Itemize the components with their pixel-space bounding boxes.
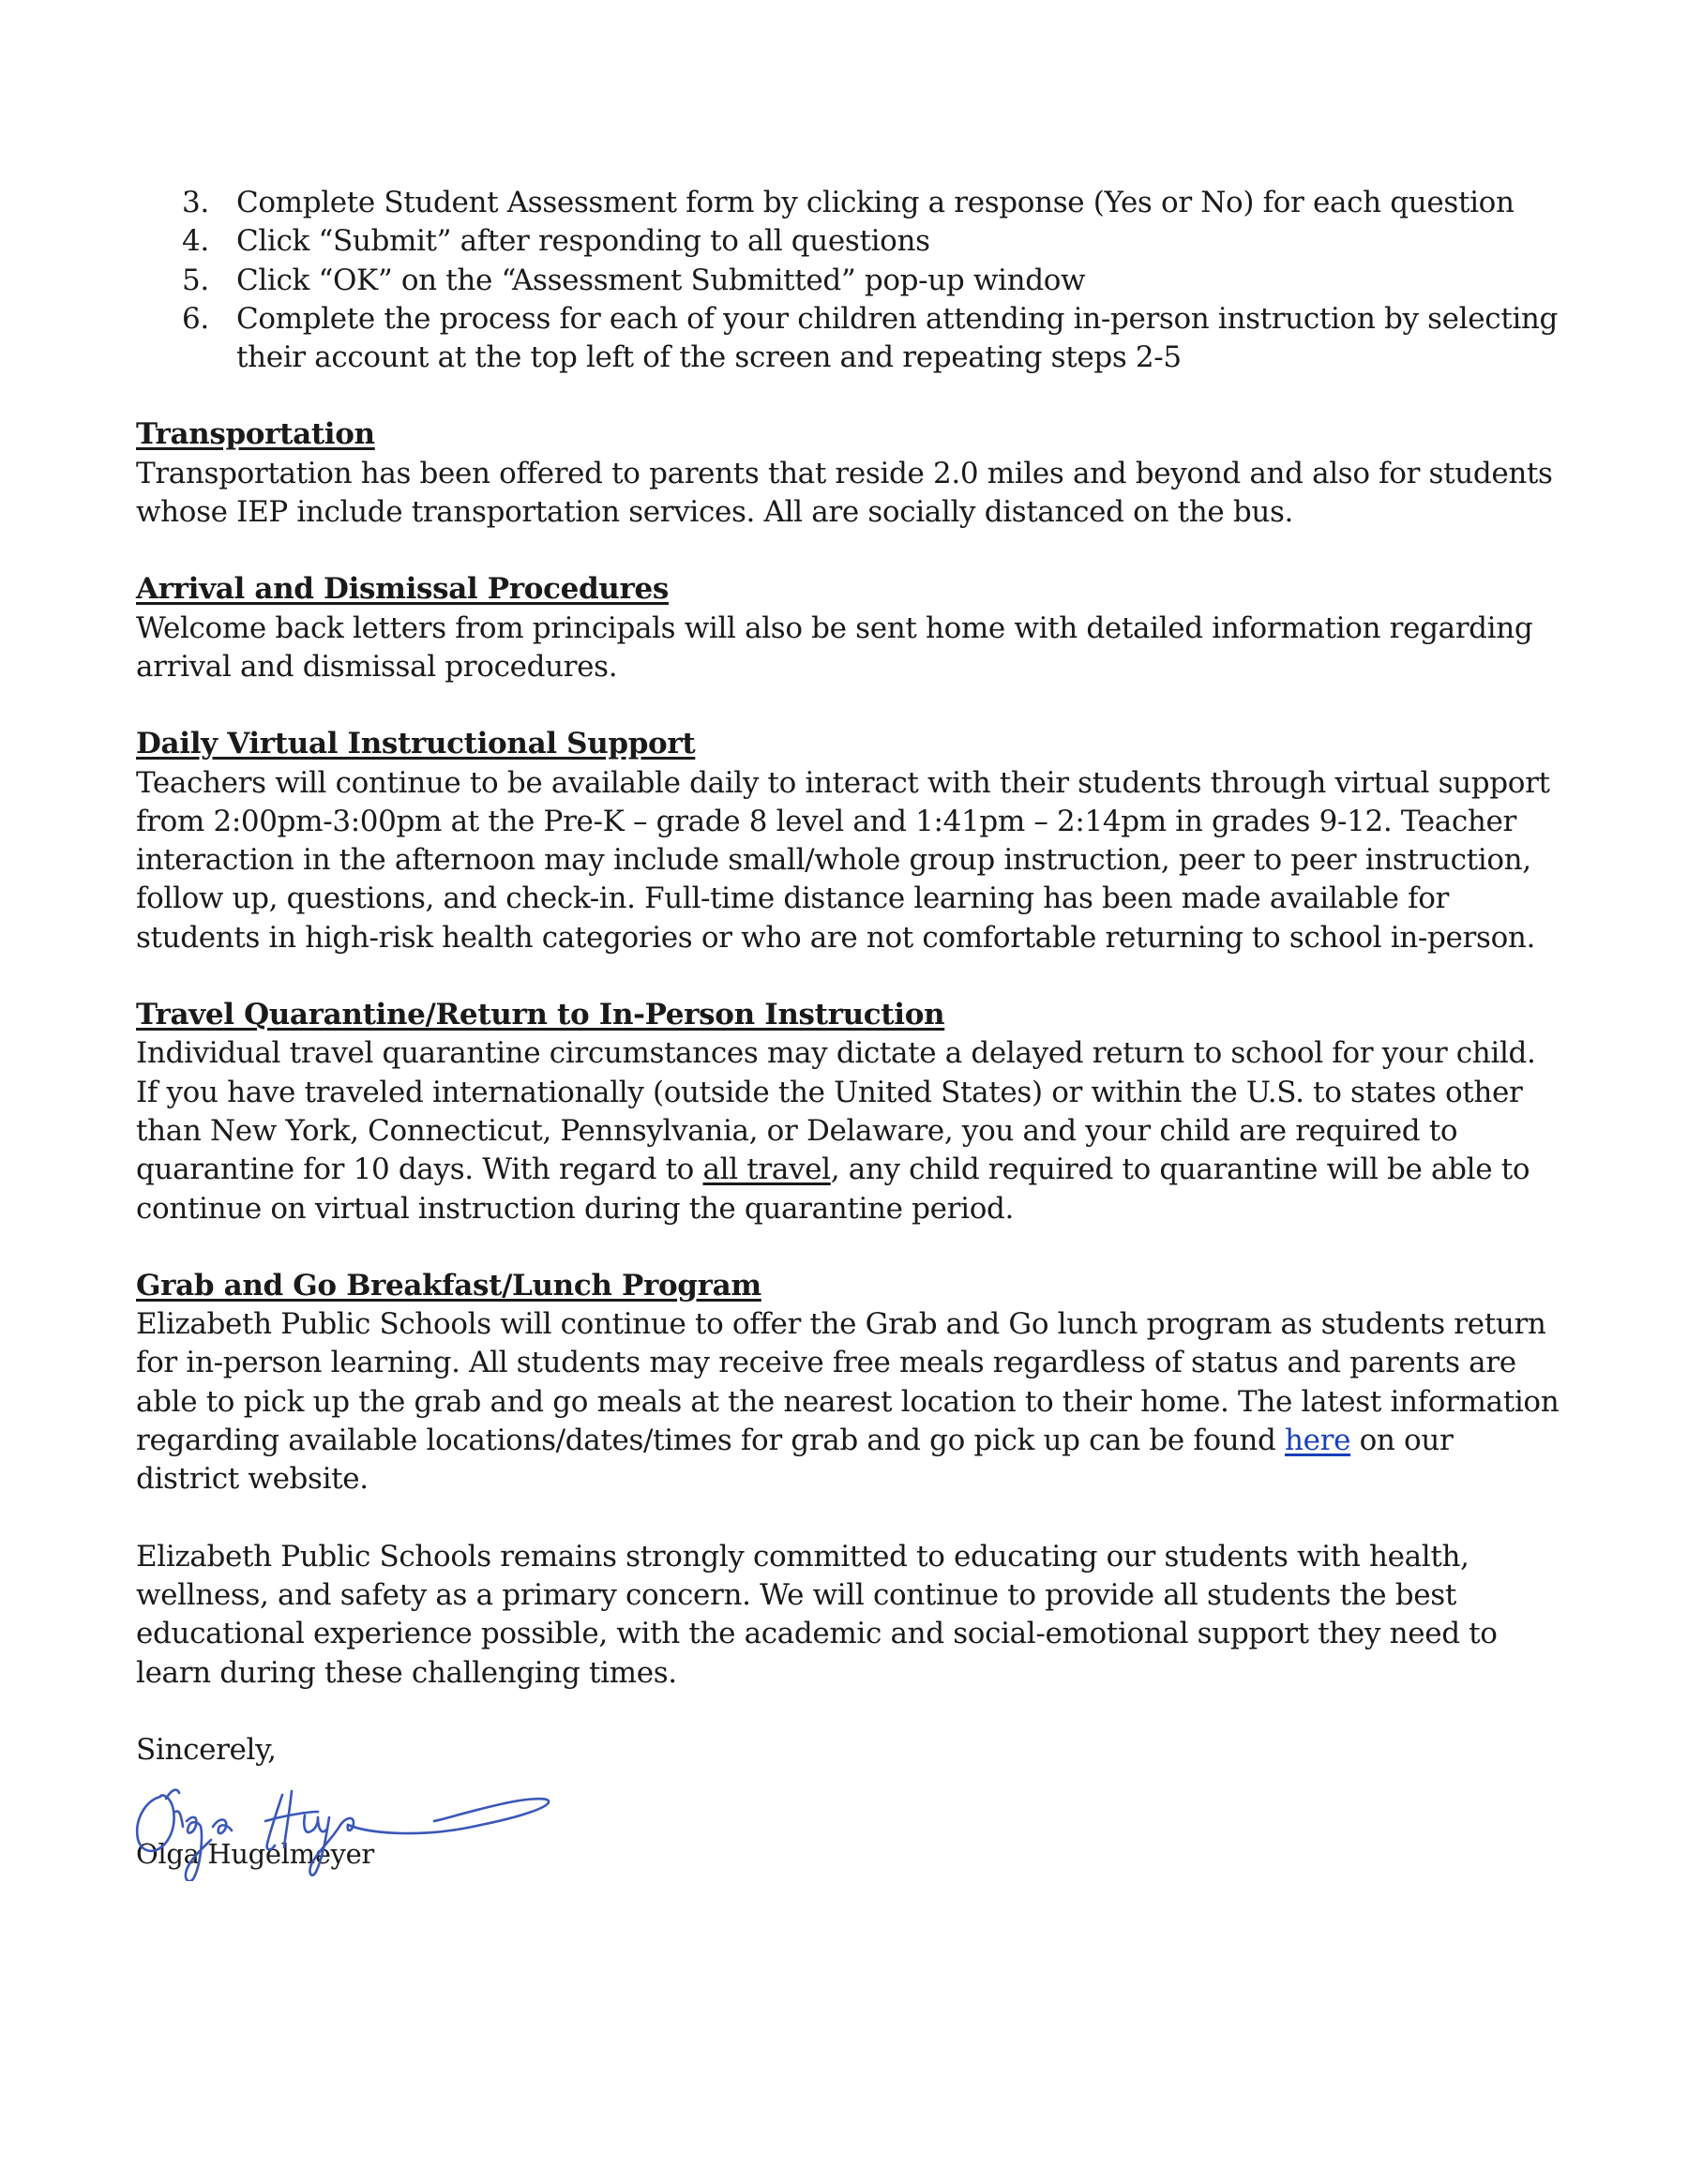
signoff: Sincerely, <box>136 1732 277 1767</box>
travel-quarantine-body <box>136 1034 1561 1228</box>
meals-body-start: Elizabeth Public Schools will continue to offer the Grab and Go lunch program as students return for in-person learning. All students may receive free meals regardless of status and parents are able to pick up the grab and go meals at the nearest location to their home. The latest information regarding available locations/dates/times for grab and go pick up can be found <box>136 1307 1560 1458</box>
list-item <box>136 184 1561 222</box>
travel-quarantine-section <box>136 996 1561 1228</box>
step-text: Complete the process for each of your children attending in-person instruction by selecting their account at the top left of the screen and repeating steps 2-5 <box>236 301 1559 375</box>
transportation-body: Transportation has been offered to parents that reside 2.0 miles and beyond and also for students whose IEP include transportation services. All are socially distanced on the bus. <box>136 456 1553 530</box>
travel-body-start: Individual travel quarantine circumstances may dictate a delayed return to school for your child. If you have traveled internationally (outside the United States) or within the U.S. to states other than New York, Connecticut, Pennsylvania, or Delaware, you and your child are required to quarantine for 10 days. With regard to <box>136 1036 1536 1187</box>
meals-section <box>136 1267 1561 1499</box>
meals-body <box>136 1305 1561 1499</box>
arrival-section <box>136 570 1561 686</box>
signer-name: Olga Hugelmeyer <box>136 1838 374 1871</box>
step-number: 6. <box>182 301 209 336</box>
arrival-heading: Arrival and Dismissal Procedures <box>136 572 669 607</box>
here-link[interactable]: here <box>1285 1423 1351 1458</box>
closing-paragraph: Elizabeth Public Schools remains strongly committed to educating our students with health, wellness, and safety as a primary concern. We will continue to provide all students the best educational experience possible, with the academic and social-emotional support they need to learn during these challenging times. <box>136 1539 1498 1690</box>
step-number: 4. <box>182 224 209 259</box>
arrival-body: Welcome back letters from principals will also be sent home with detailed information regarding arrival and dismissal procedures. <box>136 610 1533 684</box>
virtual-support-heading: Daily Virtual Instructional Support <box>136 727 696 761</box>
meals-heading: Grab and Go Breakfast/Lunch Program <box>136 1268 761 1303</box>
virtual-support-section <box>136 725 1561 957</box>
handwritten-signature <box>125 1769 631 1881</box>
step-text: Complete Student Assessment form by clicking a response (Yes or No) for each question <box>236 186 1515 219</box>
virtual-support-body: Teachers will continue to be available daily to interact with their students through virtual support from 2:00pm-3:00pm at the Pre-K – grade 8 level and 1:41pm – 2:14pm in grades 9-12. Teacher interaction in the afternoon may include small/whole group instruction, peer to peer instruction, follow up, questions, and check-in. Full-time distance learning has been made available for students in high-risk health categories or who are not comfortable returning to school in-person. <box>136 765 1550 955</box>
list-item <box>136 300 1561 378</box>
list-item <box>136 262 1561 300</box>
list-item <box>136 222 1561 261</box>
step-text: Click “OK” on the “Assessment Submitted” pop-up window <box>236 263 1086 297</box>
signature-block <box>136 1731 1561 1875</box>
steps-list <box>136 184 1561 377</box>
step-number: 3. <box>182 186 209 219</box>
letter-page <box>136 184 1561 1874</box>
step-text: Click “Submit” after responding to all questions <box>236 224 930 259</box>
transportation-section <box>136 415 1561 532</box>
transportation-heading: Transportation <box>136 417 375 452</box>
all-travel-emphasis: all travel <box>702 1152 831 1187</box>
meals-body-end: on our district website. <box>136 1423 1454 1497</box>
step-number: 5. <box>182 263 209 297</box>
travel-quarantine-heading: Travel Quarantine/Return to In-Person Instruction <box>136 998 945 1032</box>
travel-body-end: , any child required to quarantine will be able to continue on virtual instruction during the quarantine period. <box>136 1152 1530 1226</box>
